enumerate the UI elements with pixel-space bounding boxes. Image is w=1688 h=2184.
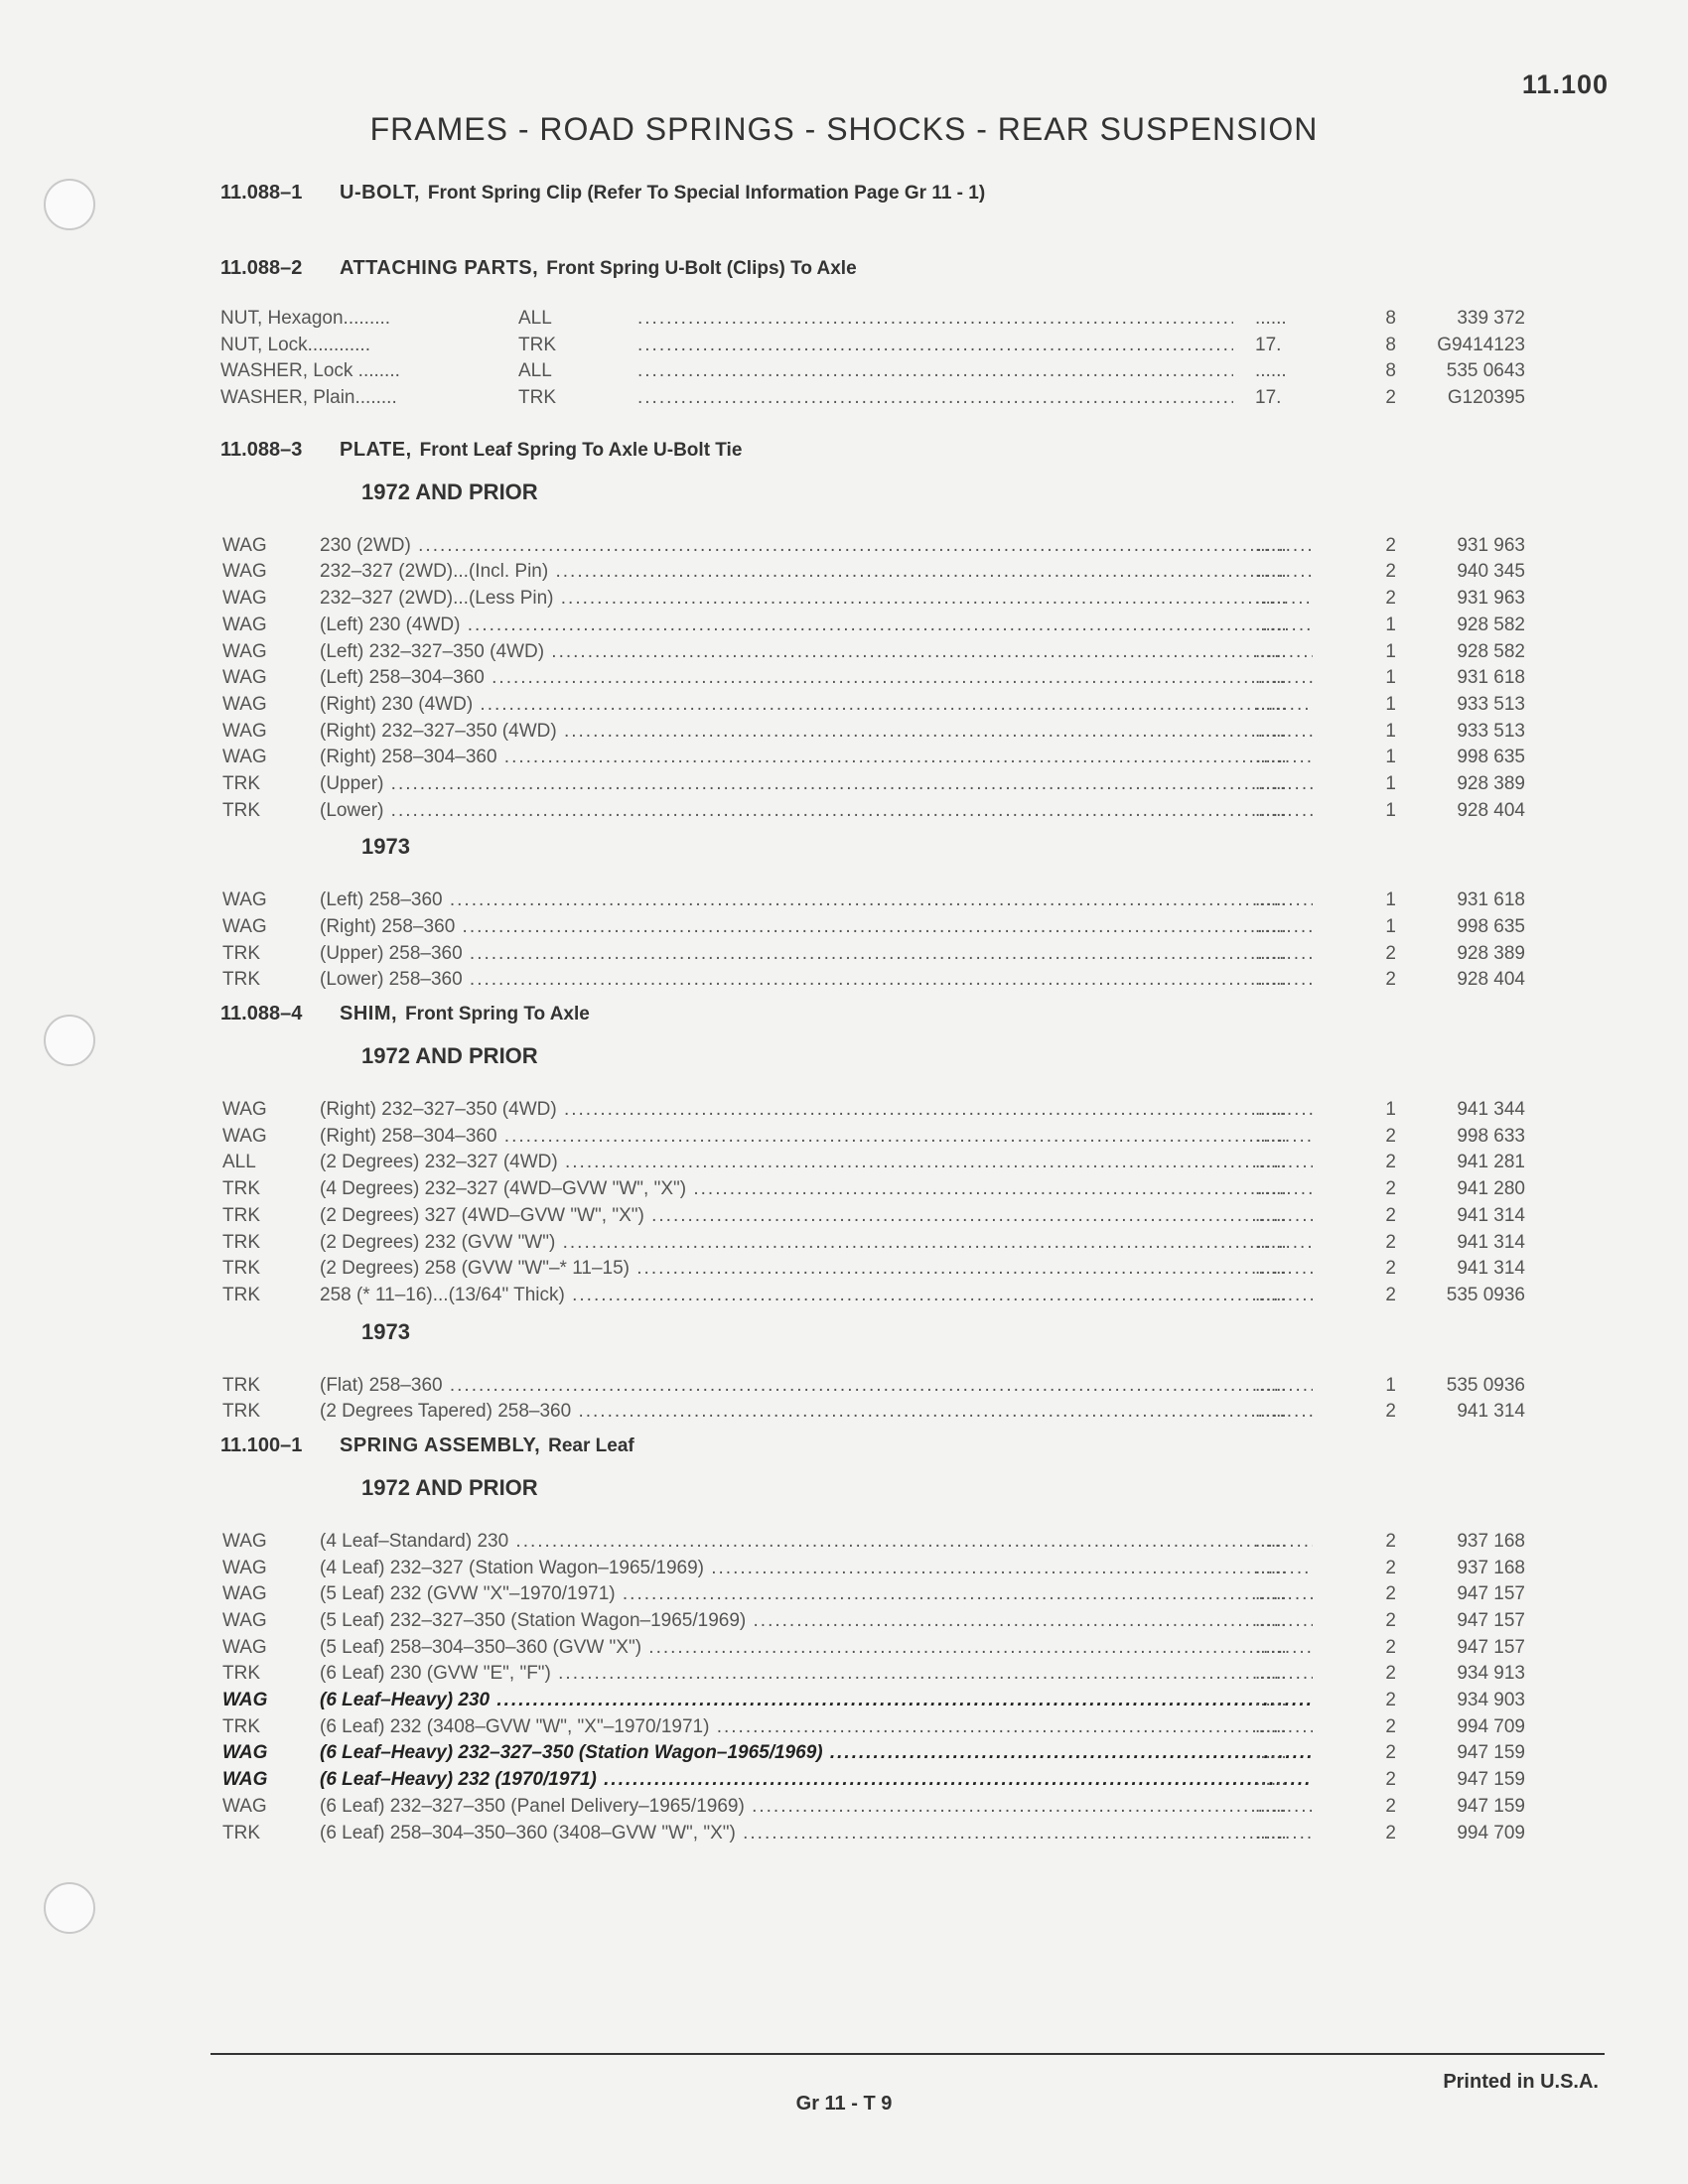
part-number: 934 903 [1457,1690,1525,1711]
table-row [220,1283,1531,1309]
section-number: 11.088–1 [220,182,303,204]
table-row [220,1124,1531,1151]
part-description: (Left) 230 (4WD) ..... [320,613,1313,639]
part-description: (2 Degrees) 327 (4WD–GVW "W", "X") ..... [320,1203,1313,1230]
table-row [220,1740,1531,1767]
section-description: Rear Leaf [548,1434,634,1456]
part-number: 931 963 [1457,534,1525,556]
reference-column: ...... [1255,1099,1287,1121]
part-number: 928 582 [1457,640,1525,662]
quantity: 2 [1385,1636,1396,1658]
quantity: 2 [1385,1204,1396,1226]
vehicle-code: TRK [222,1374,260,1396]
part-description: 232–327 (2WD)...(Less Pin) ..... [320,586,1313,613]
part-description: (Right) 258–304–360 ..... [320,1124,1313,1151]
section-description: Front Spring U-Bolt (Clips) To Axle [546,258,857,279]
reference-column: ...... [1255,1125,1287,1147]
quantity: 2 [1385,1769,1396,1791]
part-description: (5 Leaf) 232–327–350 (Station Wagon–1965/1969) ..... [320,1608,1313,1635]
part-description: (Lower) ..... [320,798,1313,825]
reference-column: ...... [1255,1231,1287,1253]
vehicle-code: TRK [518,387,556,409]
part-number: 535 0643 [1446,360,1525,382]
part-number: G9414123 [1437,334,1525,355]
table-row [220,1399,1531,1426]
table-row [220,1821,1531,1847]
reference-column: ...... [1255,1769,1287,1791]
reference-column: ...... [1255,1690,1287,1711]
table-row [220,1097,1531,1124]
vehicle-code: WAG [222,614,267,635]
quantity: 2 [1385,588,1396,610]
part-number: 535 0936 [1446,1374,1525,1396]
table-row [220,745,1531,771]
quantity: 1 [1385,1374,1396,1396]
table-row [220,533,1531,560]
vehicle-code: WAG [222,1557,267,1578]
part-description: (Upper) 258–360 ..... [320,941,1313,968]
part-description: (4 Leaf–Standard) 230 ..... [320,1529,1313,1556]
part-number: 931 618 [1457,667,1525,689]
part-description: (4 Leaf) 232–327 (Station Wagon–1965/1969) ..... [320,1556,1313,1582]
section-label: SPRING ASSEMBLY, [340,1433,541,1456]
table-row [220,1230,1531,1257]
section-description: Front Spring Clip (Refer To Special Information Page Gr 11 - 1) [427,183,986,204]
quantity: 2 [1385,387,1396,409]
footer-rule [211,2053,1605,2055]
reference-column: ...... [1255,1583,1287,1605]
table-row [220,639,1531,666]
reference-column: ...... [1255,1557,1287,1578]
reference-column: ...... [1255,889,1287,911]
vehicle-code: WAG [222,1690,268,1711]
part-number: 947 157 [1457,1610,1525,1631]
section-label: PLATE, [340,438,412,461]
part-description: (6 Leaf) 232 (3408–GVW "W", "X"–1970/1971) ..... [320,1714,1313,1741]
part-number: 941 280 [1457,1178,1525,1200]
part-description: (2 Degrees Tapered) 258–360 ..... [320,1399,1313,1426]
part-number: 928 389 [1457,772,1525,794]
quantity: 1 [1385,799,1396,821]
vehicle-code: TRK [222,1715,260,1737]
leader-dots [637,358,1233,385]
reference-column: 17. [1255,387,1282,409]
part-number: 937 168 [1457,1530,1525,1552]
part-description: (Left) 258–304–360 ..... [320,665,1313,692]
vehicle-code: WAG [222,1795,267,1817]
part-number: 941 314 [1457,1258,1525,1280]
reference-column: ...... [1255,720,1287,742]
vehicle-code: TRK [222,1204,260,1226]
vehicle-code: WAG [222,640,267,662]
part-name: WASHER, Lock ........ [220,360,400,382]
section-heading [220,994,1531,1033]
part-description: (Flat) 258–360 ..... [320,1373,1313,1400]
part-number: 941 314 [1457,1204,1525,1226]
reference-column: ...... [1255,1610,1287,1631]
quantity: 1 [1385,640,1396,662]
part-name: WASHER, Plain........ [220,387,397,409]
part-description: (Left) 258–360 ..... [320,887,1313,914]
part-number: 928 404 [1457,799,1525,821]
quantity: 2 [1385,1795,1396,1817]
reference-column: 17. [1255,334,1282,355]
reference-column: ...... [1255,1401,1287,1423]
part-description: (4 Degrees) 232–327 (4WD–GVW "W", "X") ..... [320,1176,1313,1203]
quantity: 1 [1385,916,1396,937]
reference-column: ...... [1255,667,1287,689]
reference-column: ...... [1255,969,1287,991]
punch-hole [44,179,95,230]
reference-column: ...... [1255,1822,1287,1843]
reference-column: ...... [1255,1178,1287,1200]
year-subheading: 1972 AND PRIOR [361,1474,538,1500]
quantity: 2 [1385,1231,1396,1253]
leader-dots [637,306,1233,333]
table-row [220,333,1531,359]
part-number: G120395 [1447,387,1525,409]
quantity: 8 [1385,360,1396,382]
footer-reference: Gr 11 - T 9 [795,2093,893,2115]
table-row [220,385,1531,412]
reference-column: ...... [1255,614,1287,635]
table-row [220,306,1531,333]
table-row [220,941,1531,968]
vehicle-code: TRK [222,1284,260,1305]
page-title: FRAMES - ROAD SPRINGS - SHOCKS - REAR SUSPENSION [369,111,1319,147]
quantity: 2 [1385,1258,1396,1280]
part-description: 232–327 (2WD)...(Incl. Pin) ..... [320,559,1313,586]
vehicle-code: TRK [222,1258,260,1280]
part-number: 339 372 [1457,308,1525,329]
vehicle-code: WAG [222,561,267,583]
table-row [220,586,1531,613]
table-row [220,1714,1531,1741]
vehicle-code: WAG [222,1610,267,1631]
part-description: (Lower) 258–360 ..... [320,967,1313,994]
vehicle-code: WAG [222,720,267,742]
reference-column: ...... [1255,1742,1287,1764]
section-number: 11.088–4 [220,1003,303,1025]
part-description: (6 Leaf–Heavy) 232 (1970/1971) ..... [320,1767,1313,1794]
reference-column: ...... [1255,1530,1287,1552]
part-number: 947 157 [1457,1583,1525,1605]
table-row [220,1608,1531,1635]
section-heading [220,173,1531,212]
part-number: 998 635 [1457,747,1525,768]
quantity: 2 [1385,1152,1396,1173]
table-row [220,1767,1531,1794]
year-subheading: 1972 AND PRIOR [361,478,538,504]
part-number: 934 913 [1457,1663,1525,1685]
quantity: 2 [1385,534,1396,556]
quantity: 2 [1385,1610,1396,1631]
part-number: 940 345 [1457,561,1525,583]
table-row [220,1556,1531,1582]
table-row [220,1635,1531,1662]
part-description: (5 Leaf) 258–304–350–360 (GVW "X") ..... [320,1635,1313,1662]
part-number: 933 513 [1457,720,1525,742]
reference-column: ...... [1255,1152,1287,1173]
part-number: 535 0936 [1446,1284,1525,1305]
reference-column: ...... [1255,1374,1287,1396]
part-description: (6 Leaf–Heavy) 232–327–350 (Station Wagon–1965/1969) ..... [320,1740,1313,1767]
part-description: (6 Leaf) 232–327–350 (Panel Delivery–1965/1969) ..... [320,1794,1313,1821]
part-number: 928 582 [1457,614,1525,635]
part-description: (Right) 230 (4WD) ..... [320,692,1313,719]
leader-dots [637,333,1233,359]
vehicle-code: WAG [222,889,267,911]
table-row [220,1794,1531,1821]
quantity: 1 [1385,614,1396,635]
section-number: 11.100–1 [220,1433,303,1456]
quantity: 2 [1385,1557,1396,1578]
section-number: 11.088–2 [220,257,303,279]
quantity: 2 [1385,1742,1396,1764]
quantity: 1 [1385,667,1396,689]
page-number: 11.100 [1521,69,1609,99]
section-label: ATTACHING PARTS, [340,257,539,279]
vehicle-code: TRK [222,1663,260,1685]
vehicle-code: ALL [518,360,552,382]
reference-column: ...... [1255,561,1287,583]
part-number: 941 314 [1457,1231,1525,1253]
table-row [220,358,1531,385]
reference-column: ...... [1255,916,1287,937]
vehicle-code: WAG [222,916,267,937]
vehicle-code: WAG [222,588,267,610]
table-row [220,719,1531,746]
quantity: 2 [1385,1583,1396,1605]
section-label: SHIM, [340,1003,398,1025]
quantity: 2 [1385,1663,1396,1685]
vehicle-code: WAG [222,1530,267,1552]
vehicle-code: TRK [222,942,260,964]
vehicle-code: TRK [222,1178,260,1200]
part-number: 931 618 [1457,889,1525,911]
vehicle-code: TRK [222,772,260,794]
section-description: Front Spring To Axle [405,1004,590,1025]
reference-column: ...... [1255,1258,1287,1280]
section-description: Front Leaf Spring To Axle U-Bolt Tie [419,439,743,461]
table-row [220,887,1531,914]
vehicle-code: TRK [222,799,260,821]
vehicle-code: WAG [222,747,267,768]
vehicle-code: WAG [222,1125,267,1147]
quantity: 2 [1385,1178,1396,1200]
part-number: 941 314 [1457,1401,1525,1423]
reference-column: ...... [1255,1663,1287,1685]
reference-column: ...... [1255,1636,1287,1658]
part-description: (Right) 232–327–350 (4WD) ..... [320,1097,1313,1124]
table-row [220,1661,1531,1688]
part-name: NUT, Lock............ [220,334,370,355]
part-number: 994 709 [1457,1822,1525,1843]
part-number: 947 159 [1457,1769,1525,1791]
vehicle-code: TRK [222,969,260,991]
part-description: (Right) 232–327–350 (4WD) ..... [320,719,1313,746]
vehicle-code: WAG [222,1583,267,1605]
section-number: 11.088–3 [220,438,303,461]
part-number: 947 157 [1457,1636,1525,1658]
part-description: (6 Leaf) 258–304–350–360 (3408–GVW "W", "X") ..... [320,1821,1313,1847]
quantity: 2 [1385,561,1396,583]
reference-column: ...... [1255,942,1287,964]
part-description: (2 Degrees) 232–327 (4WD) ..... [320,1150,1313,1176]
table-row [220,798,1531,825]
reference-column: ...... [1255,640,1287,662]
part-description: (2 Degrees) 232 (GVW "W") ..... [320,1230,1313,1257]
vehicle-code: WAG [222,1636,267,1658]
table-row [220,1373,1531,1400]
quantity: 8 [1385,334,1396,355]
vehicle-code: WAG [222,693,267,715]
vehicle-code: WAG [222,667,267,689]
part-number: 941 344 [1457,1099,1525,1121]
quantity: 2 [1385,1401,1396,1423]
vehicle-code: TRK [222,1401,260,1423]
quantity: 1 [1385,1099,1396,1121]
punch-hole [44,1015,95,1066]
reference-column: ...... [1255,747,1287,768]
part-number: 928 404 [1457,969,1525,991]
quantity: 1 [1385,772,1396,794]
reference-column: ...... [1255,534,1287,556]
reference-column: ...... [1255,693,1287,715]
section-heading [220,1426,1531,1465]
quantity: 2 [1385,969,1396,991]
quantity: 2 [1385,1530,1396,1552]
section-label: U-BOLT, [340,182,420,204]
quantity: 2 [1385,942,1396,964]
vehicle-code: WAG [222,534,267,556]
table-row [220,1176,1531,1203]
part-description: (Right) 258–304–360 ..... [320,745,1313,771]
reference-column: ...... [1255,588,1287,610]
part-number: 994 709 [1457,1715,1525,1737]
vehicle-code: WAG [222,1099,267,1121]
table-row [220,1203,1531,1230]
part-description: 230 (2WD) ..... [320,533,1313,560]
quantity: 8 [1385,308,1396,329]
part-number: 933 513 [1457,693,1525,715]
vehicle-code: WAG [222,1742,268,1764]
year-subheading: 1972 AND PRIOR [361,1043,538,1069]
part-name: NUT, Hexagon......... [220,308,391,329]
vehicle-code: ALL [518,308,552,329]
parts-list [220,173,1531,1846]
quantity: 2 [1385,1822,1396,1843]
vehicle-code: ALL [222,1152,256,1173]
table-row [220,613,1531,639]
table-row [220,665,1531,692]
vehicle-code: WAG [222,1769,268,1791]
part-description: (Right) 258–360 ..... [320,914,1313,941]
section-heading [220,248,1531,288]
quantity: 2 [1385,1284,1396,1305]
table-row [220,692,1531,719]
part-number: 928 389 [1457,942,1525,964]
reference-column: ...... [1255,1204,1287,1226]
part-description: (Upper) ..... [320,771,1313,798]
vehicle-code: TRK [518,334,556,355]
table-row [220,967,1531,994]
reference-column: ...... [1255,360,1287,382]
printed-note: Printed in U.S.A. [1443,2071,1599,2093]
table-row [220,1256,1531,1283]
vehicle-code: TRK [222,1231,260,1253]
part-number: 941 281 [1457,1152,1525,1173]
part-number: 947 159 [1457,1795,1525,1817]
part-description: 258 (* 11–16)...(13/64" Thick) ..... [320,1283,1313,1309]
table-row [220,771,1531,798]
punch-hole [44,1882,95,1934]
part-description: (6 Leaf–Heavy) 230 ..... [320,1688,1313,1714]
quantity: 2 [1385,1715,1396,1737]
year-subheading: 1973 [361,834,410,860]
year-subheading: 1973 [361,1318,410,1344]
table-row [220,1529,1531,1556]
reference-column: ...... [1255,308,1287,329]
part-number: 998 633 [1457,1125,1525,1147]
reference-column: ...... [1255,799,1287,821]
part-description: (Left) 232–327–350 (4WD) ..... [320,639,1313,666]
part-number: 947 159 [1457,1742,1525,1764]
reference-column: ...... [1255,1715,1287,1737]
quantity: 2 [1385,1125,1396,1147]
quantity: 1 [1385,747,1396,768]
table-row [220,1688,1531,1714]
part-number: 931 963 [1457,588,1525,610]
quantity: 1 [1385,693,1396,715]
quantity: 2 [1385,1690,1396,1711]
reference-column: ...... [1255,772,1287,794]
part-number: 937 168 [1457,1557,1525,1578]
quantity: 1 [1385,720,1396,742]
reference-column: ...... [1255,1284,1287,1305]
section-heading [220,430,1531,470]
part-number: 998 635 [1457,916,1525,937]
part-description: (6 Leaf) 230 (GVW "E", "F") ..... [320,1661,1313,1688]
vehicle-code: TRK [222,1822,260,1843]
table-row [220,1581,1531,1608]
reference-column: ...... [1255,1795,1287,1817]
quantity: 1 [1385,889,1396,911]
table-row [220,914,1531,941]
leader-dots [637,385,1233,412]
table-row [220,1150,1531,1176]
table-row [220,559,1531,586]
part-description: (2 Degrees) 258 (GVW "W"–* 11–15) ..... [320,1256,1313,1283]
part-description: (5 Leaf) 232 (GVW "X"–1970/1971) ..... [320,1581,1313,1608]
